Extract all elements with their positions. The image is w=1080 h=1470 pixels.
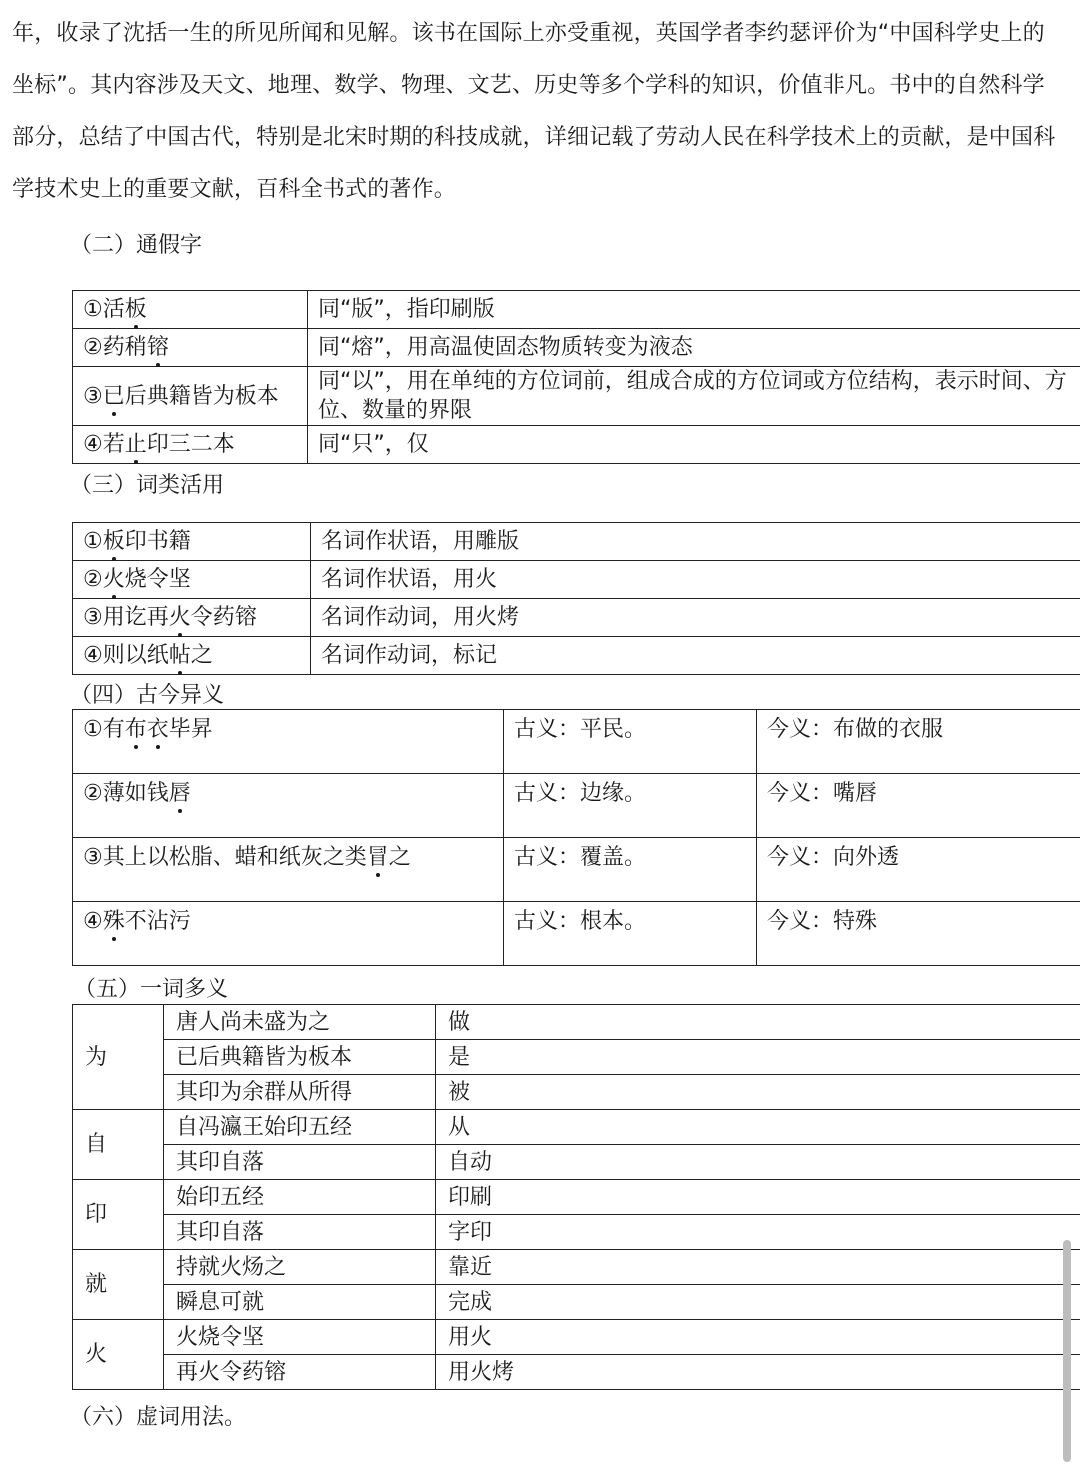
example-cell — [73, 291, 308, 329]
example-text: ④则以纸 — [83, 643, 169, 668]
intro-line: 坐标”。其内容涉及天文、地理、数学、物理、文艺、历史等多个学科的知识，价值非凡。书中的自然科学 — [12, 73, 1045, 98]
sense-cell: 用火烤 — [436, 1355, 1080, 1390]
example-emphasis-char: 殊 — [102, 909, 125, 934]
example-text: ② — [83, 567, 103, 592]
table-row — [73, 1180, 1080, 1215]
example-cell — [73, 710, 504, 774]
word-cell: 火 — [73, 1320, 164, 1390]
table-row — [73, 902, 1080, 966]
example-emphasis-char: 帖 — [168, 643, 191, 668]
example-emphasis-char: 火 — [168, 605, 191, 630]
example-text: 不沾污 — [124, 909, 191, 934]
tongjia-table — [72, 290, 1080, 464]
usage-cell: 名词作动词，标记 — [311, 637, 1080, 675]
modern-meaning-cell: 今义：嘴唇 — [757, 774, 1080, 838]
sentence-cell: 唐人尚未盛为之 — [164, 1005, 436, 1040]
sense-cell: 用火 — [436, 1320, 1080, 1355]
table-row — [73, 291, 1080, 329]
meaning-cell: 同“以”，用在单纯的方位词前，组成合成的方位词或方位结构，表示时间、方位、数量的界限 — [308, 367, 1080, 426]
table-row — [73, 1250, 1080, 1285]
table-row — [73, 710, 1080, 774]
example-text: ④若 — [83, 432, 125, 457]
table-row — [73, 1075, 1080, 1110]
sense-cell: 印刷 — [436, 1180, 1080, 1215]
sense-cell: 靠近 — [436, 1250, 1080, 1285]
intro-line: 部分，总结了中国古代，特别是北宋时期的科技成就，详细记载了劳动人民在科学技术上的贡献，是中国科 — [12, 125, 1056, 150]
ancient-meaning-cell: 古义：覆盖。 — [504, 838, 757, 902]
example-emphasis-char: 镕 — [146, 335, 169, 360]
table-row — [73, 523, 1080, 561]
example-text: 之 — [190, 643, 213, 668]
example-emphasis-char: 冒 — [366, 845, 389, 870]
ancient-meaning-cell: 古义：根本。 — [504, 902, 757, 966]
sentence-cell: 其印自落 — [164, 1215, 436, 1250]
usage-cell: 名词作状语，用雕版 — [311, 523, 1080, 561]
example-text: 烧令坚 — [124, 567, 191, 592]
example-emphasis-char: 衣 — [146, 717, 169, 742]
ancient-meaning-cell: 古义：平民。 — [504, 710, 757, 774]
example-text: ②药稍 — [83, 335, 147, 360]
example-text: ①活 — [83, 297, 125, 322]
example-text: ①有 — [83, 717, 125, 742]
table-row — [73, 637, 1080, 675]
example-cell — [73, 637, 311, 675]
example-emphasis-char: 止 — [124, 432, 147, 457]
example-text: 后典籍皆为板本 — [124, 383, 279, 409]
section-heading-xuci: （六）虚词用法。 — [70, 1405, 247, 1430]
example-text: 毕昇 — [168, 717, 213, 742]
example-cell — [73, 329, 308, 367]
gujin-table — [72, 709, 1080, 966]
table-row — [73, 599, 1080, 637]
table-row — [73, 426, 1080, 464]
table-row — [73, 1215, 1080, 1250]
sense-cell: 自动 — [436, 1145, 1080, 1180]
example-text: ④ — [83, 909, 103, 934]
sentence-cell: 火烧令坚 — [164, 1320, 436, 1355]
sense-cell: 做 — [436, 1005, 1080, 1040]
example-emphasis-char: 唇 — [168, 781, 191, 806]
example-text: ②薄如钱 — [83, 781, 169, 806]
ancient-meaning-cell: 古义：边缘。 — [504, 774, 757, 838]
sentence-cell: 其印自落 — [164, 1145, 436, 1180]
word-cell: 印 — [73, 1180, 164, 1250]
example-cell — [73, 561, 311, 599]
table-row — [73, 329, 1080, 367]
table-row — [73, 1320, 1080, 1355]
example-emphasis-char: 火 — [102, 567, 125, 592]
table-row — [73, 1285, 1080, 1320]
example-cell — [73, 426, 308, 464]
sentence-cell: 自冯瀛王始印五经 — [164, 1110, 436, 1145]
duoyi-table — [72, 1004, 1080, 1390]
example-cell — [73, 523, 311, 561]
table-row — [73, 367, 1080, 426]
intro-paragraph — [12, 8, 1074, 216]
table-row — [73, 561, 1080, 599]
example-emphasis-char: 板 — [124, 297, 147, 322]
example-emphasis-char: 已 — [102, 383, 125, 409]
example-cell — [73, 902, 504, 966]
table-row — [73, 1040, 1080, 1075]
sentence-cell: 再火令药镕 — [164, 1355, 436, 1390]
intro-line: 年，收录了沈括一生的所见所闻和见解。该书在国际上亦受重视，英国学者李约瑟评价为“中国科学史上的 — [12, 21, 1045, 46]
sentence-cell: 持就火炀之 — [164, 1250, 436, 1285]
section-heading-tongjia: （二）通假字 — [70, 233, 203, 258]
table-row — [73, 1145, 1080, 1180]
sense-cell: 被 — [436, 1075, 1080, 1110]
example-text: 令药镕 — [190, 605, 257, 630]
example-text: ③ — [83, 383, 103, 409]
sense-cell: 从 — [436, 1110, 1080, 1145]
example-cell — [73, 367, 308, 426]
table-row — [73, 1355, 1080, 1390]
example-emphasis-char: 布 — [124, 717, 147, 742]
example-emphasis-char: 板 — [102, 529, 125, 554]
sense-cell: 完成 — [436, 1285, 1080, 1320]
section-heading-duoyi: （五）一词多义 — [74, 977, 229, 1002]
example-text: 印三二本 — [146, 432, 235, 457]
table-row — [73, 1110, 1080, 1145]
sentence-cell: 已后典籍皆为板本 — [164, 1040, 436, 1075]
example-text: ③其上以松脂、蜡和纸灰之类 — [83, 845, 367, 870]
sentence-cell: 始印五经 — [164, 1180, 436, 1215]
sentence-cell: 瞬息可就 — [164, 1285, 436, 1320]
example-text: ③用讫再 — [83, 605, 169, 630]
sense-cell: 字印 — [436, 1215, 1080, 1250]
table-row — [73, 774, 1080, 838]
modern-meaning-cell: 今义：特殊 — [757, 902, 1080, 966]
section-heading-huoyong: （三）词类活用 — [70, 473, 225, 498]
section-heading-gujin: （四）古今异义 — [70, 683, 225, 708]
table-row — [73, 838, 1080, 902]
table-row — [73, 1005, 1080, 1040]
usage-cell: 名词作动词，用火烤 — [311, 599, 1080, 637]
example-text: ① — [83, 529, 103, 554]
modern-meaning-cell: 今义：向外透 — [757, 838, 1080, 902]
sentence-cell: 其印为余群从所得 — [164, 1075, 436, 1110]
scrollbar-thumb[interactable] — [1063, 1240, 1071, 1462]
word-cell: 自 — [73, 1110, 164, 1180]
modern-meaning-cell: 今义：布做的衣服 — [757, 710, 1080, 774]
word-cell: 为 — [73, 1005, 164, 1110]
meaning-cell: 同“只”，仅 — [308, 426, 1080, 464]
word-cell: 就 — [73, 1250, 164, 1320]
example-cell — [73, 838, 504, 902]
huoyong-table — [72, 522, 1080, 675]
example-text: 印书籍 — [124, 529, 191, 554]
example-text: 之 — [388, 845, 411, 870]
example-cell — [73, 774, 504, 838]
intro-line: 学技术史上的重要文献，百科全书式的著作。 — [12, 177, 457, 202]
usage-cell: 名词作状语，用火 — [311, 561, 1080, 599]
meaning-cell: 同“熔”，用高温使固态物质转变为液态 — [308, 329, 1080, 367]
meaning-cell: 同“版”，指印刷版 — [308, 291, 1080, 329]
example-cell — [73, 599, 311, 637]
sense-cell: 是 — [436, 1040, 1080, 1075]
